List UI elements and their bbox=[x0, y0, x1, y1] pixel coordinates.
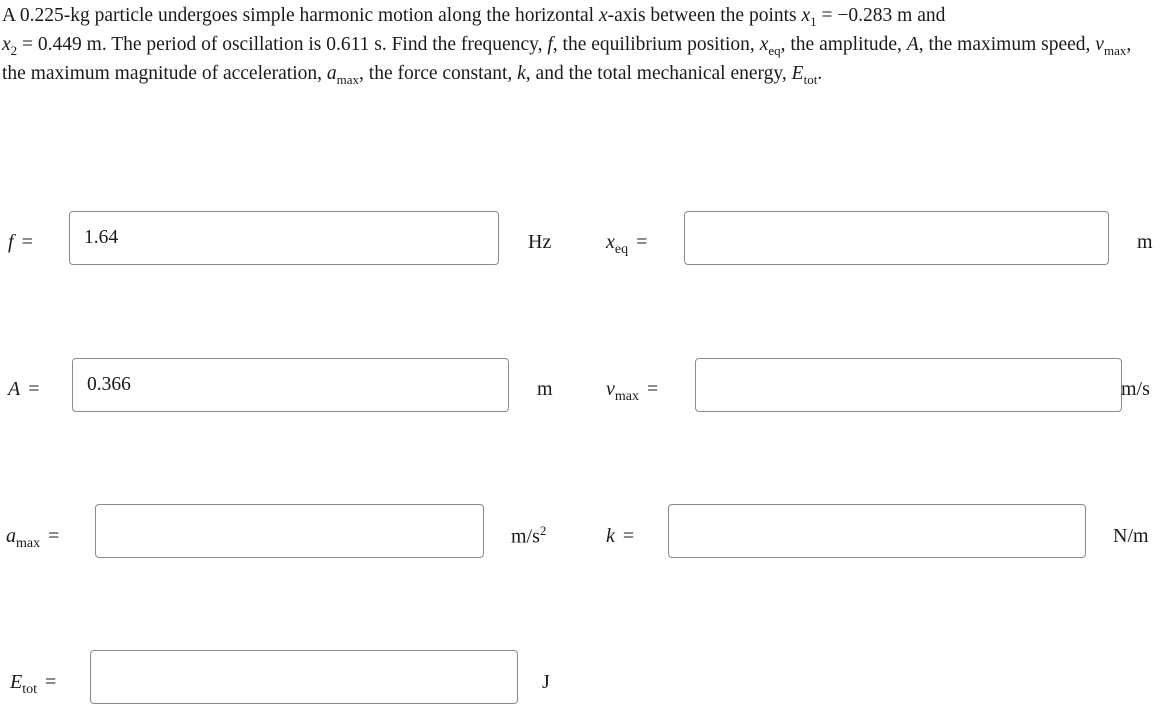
max-speed-input[interactable] bbox=[695, 358, 1122, 412]
force-constant-input[interactable] bbox=[668, 504, 1086, 558]
equilibrium-position-unit: m bbox=[1137, 231, 1153, 253]
amplitude-unit: m bbox=[537, 378, 553, 400]
frequency-input[interactable]: 1.64 bbox=[69, 211, 499, 265]
total-energy-unit: J bbox=[542, 671, 550, 693]
max-acceleration-unit: $m/s^2$ bbox=[511, 523, 547, 548]
force-constant-unit: N/m bbox=[1113, 525, 1149, 547]
equilibrium-position-label: $x_{eq}$ = bbox=[606, 231, 648, 257]
amplitude-input[interactable]: 0.366 bbox=[72, 358, 509, 412]
max-acceleration-input[interactable] bbox=[95, 504, 484, 558]
max-speed-label: $v_{max}$ = bbox=[606, 378, 659, 404]
max-speed-unit: m/s bbox=[1121, 378, 1150, 400]
frequency-unit: Hz bbox=[528, 231, 552, 253]
equilibrium-position-input[interactable] bbox=[684, 211, 1109, 265]
total-energy-input[interactable] bbox=[90, 650, 518, 704]
force-constant-label: k = bbox=[606, 525, 635, 547]
max-acceleration-label: $a_{max}$ = bbox=[6, 525, 60, 551]
amplitude-label: A = bbox=[8, 378, 40, 400]
total-energy-label: $E_{tot}$ = bbox=[10, 671, 57, 697]
frequency-label: f = bbox=[8, 231, 33, 253]
problem-statement: A 0.225-kg particle undergoes simple harmonic motion along the horizontal x-axis between the points $x_1 = -0.283$ m and $x_2 = 0.449$ m. The period of oscillation is 0.611 s. Find the frequency, f, the equilibrium position, $x_{eq}$, the amplitude, A, the maximum speed, $v_{max}$, the maximum magnitude of acceleration, $a_{max}$, the force constant, k, and the total mechanical energy, $E_{tot}$. bbox=[2, 5, 1132, 87]
